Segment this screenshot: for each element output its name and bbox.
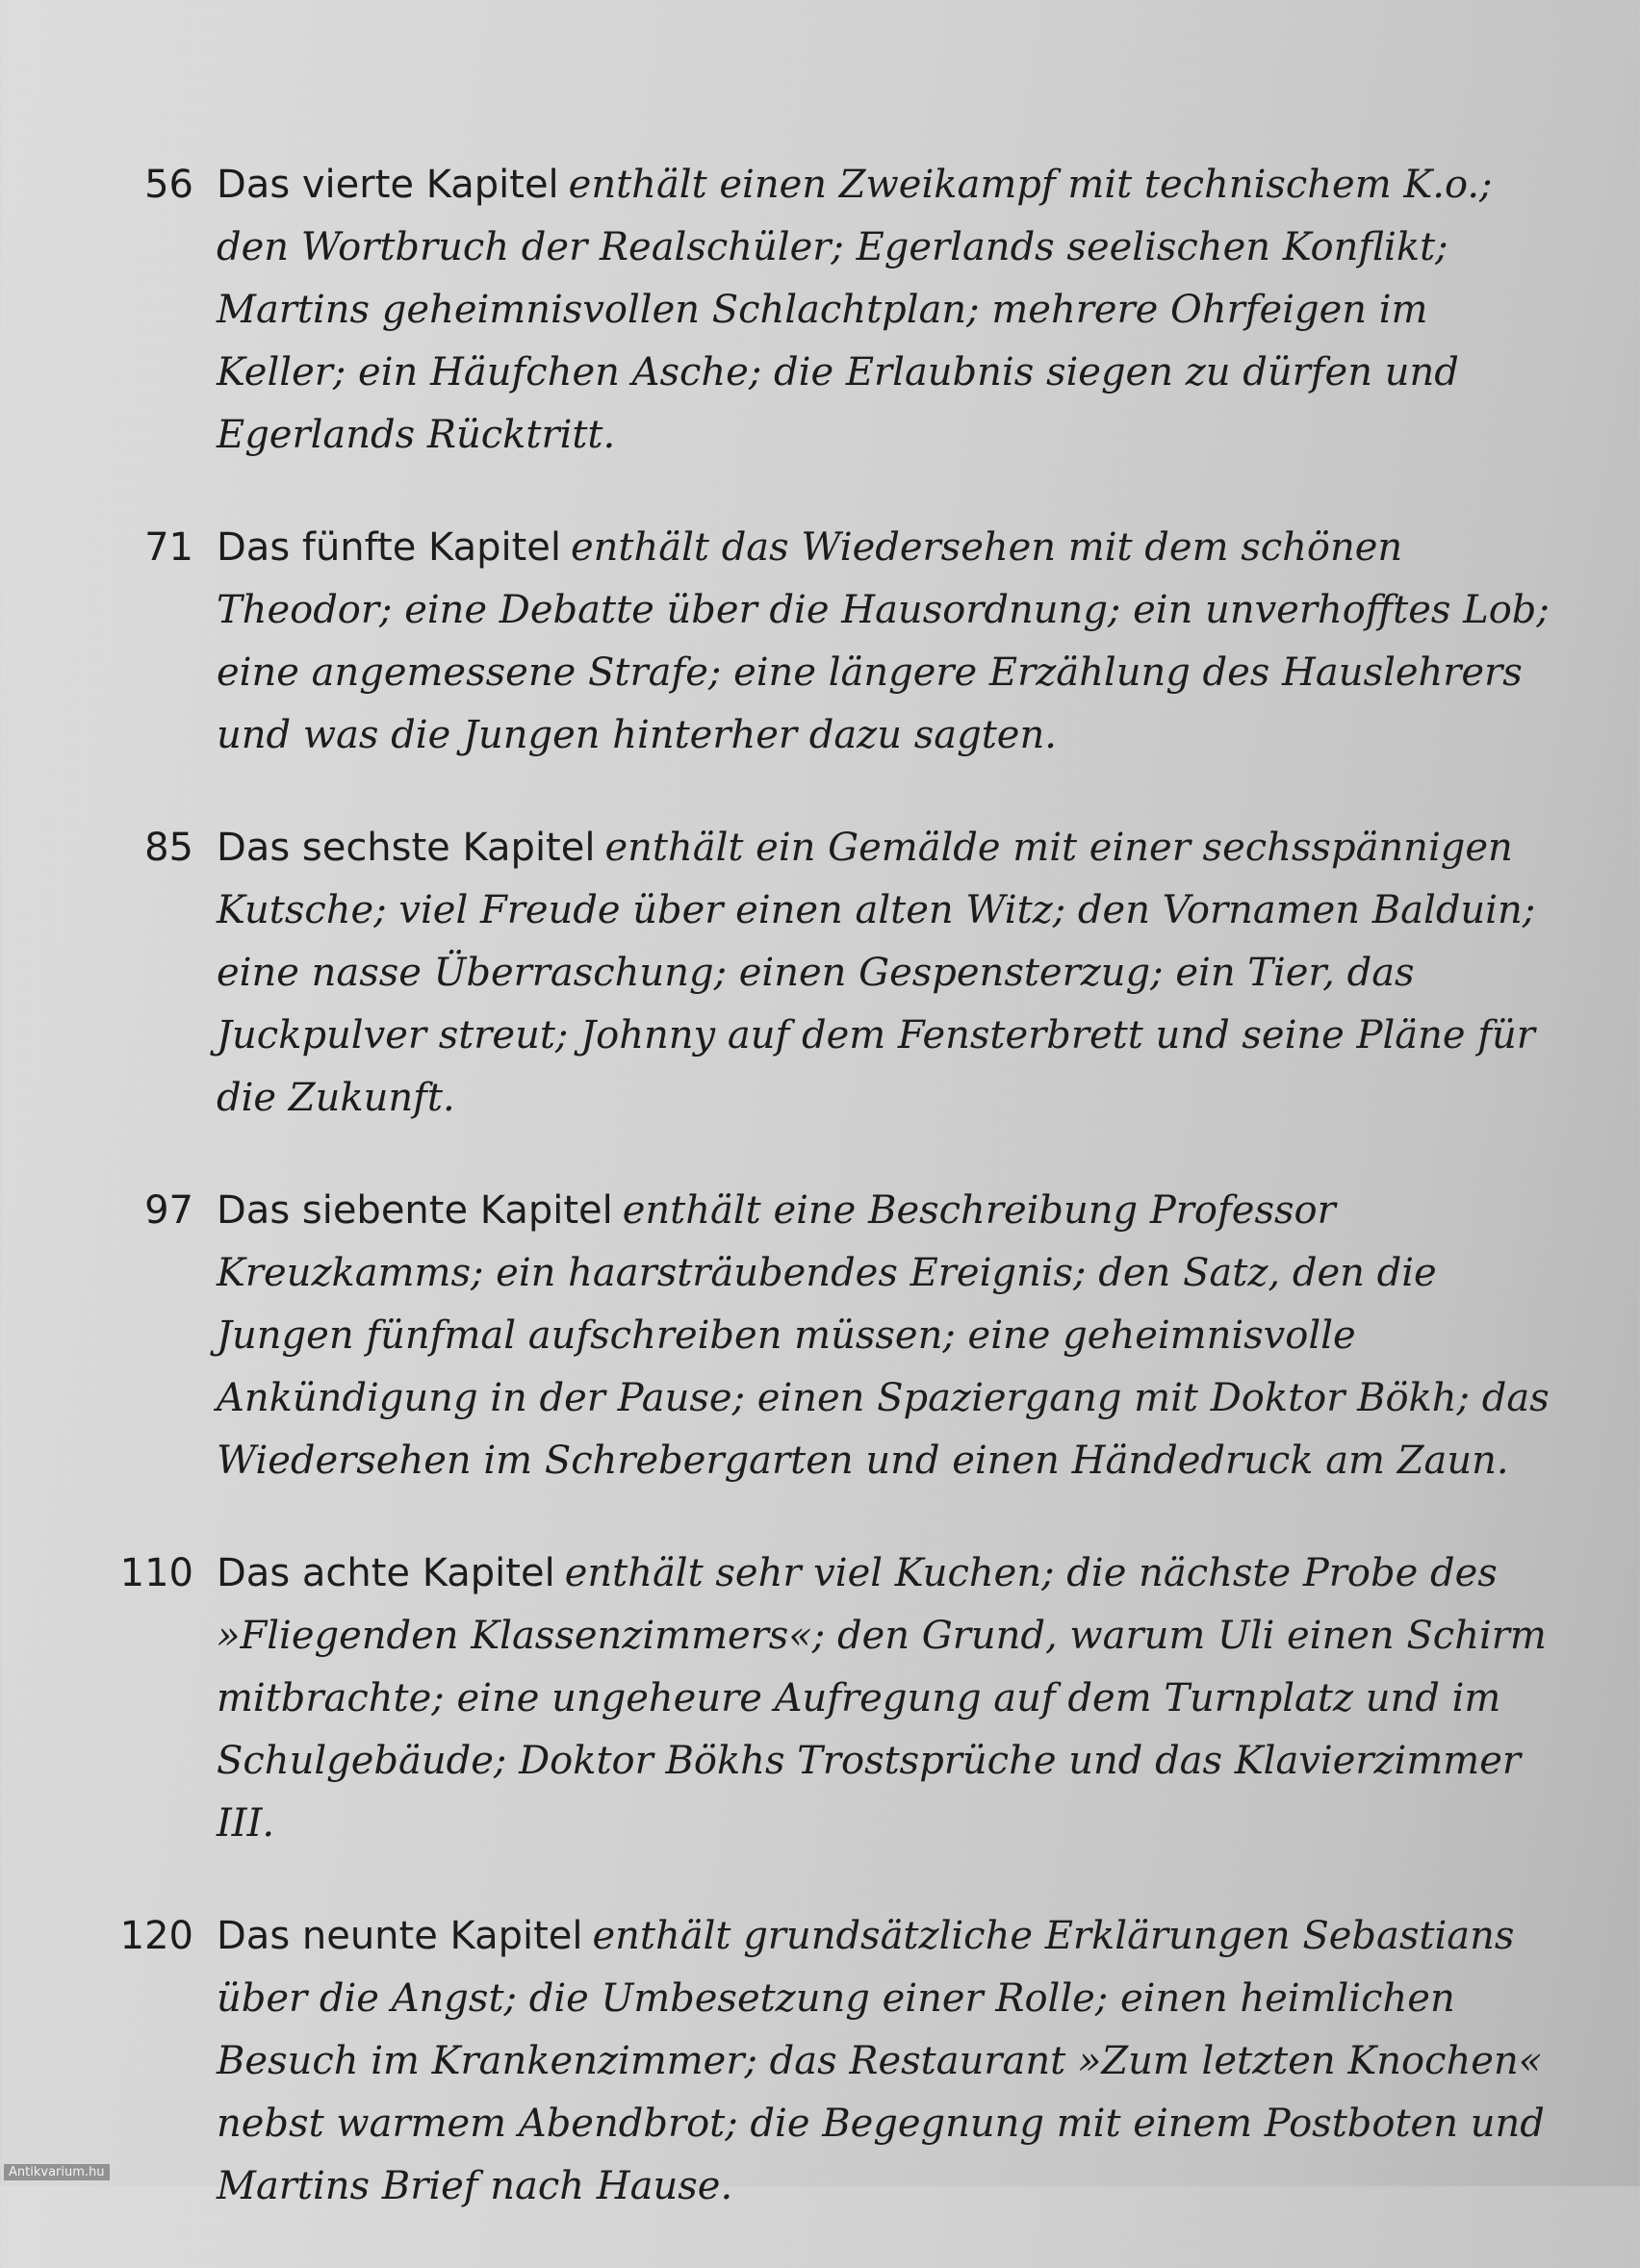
chapter-description: enthält eine Beschreibung Professor Kreuzkamms; ein haarsträubendes Ereignis; den Satz, den die Jungen fünfmal aufschreiben müssen; eine geheimnisvolle Ankündigung in der Pause; einen Spaziergang mit Doktor Bökh; das Wiedersehen im Schrebergarten und einen Händedruck am Zaun.	[217, 1188, 1550, 1483]
entry-text	[217, 154, 1564, 467]
chapter-title: Das neunte Kapitel	[217, 1914, 583, 1958]
chapter-description: enthält ein Gemälde mit einer sechsspännigen Kutsche; viel Freude über einen alten Witz; den Vornamen Balduin; eine nasse Überraschung; einen Gespensterzug; ein Tier, das Juckpulver streut; Johnny auf dem Fensterbrett und seine Pläne für die Zukunft.	[217, 826, 1536, 1120]
chapter-description: enthält grundsätzliche Erklärungen Sebastians über die Angst; die Umbesetzung einer Rolle; einen heimlichen Besuch im Krankenzimmer; das Restaurant »Zum letzten Knochen« nebst warmem Abendbrot; die Begegnung mit einem Postboten und Martins Brief nach Hause.	[217, 1914, 1545, 2208]
chapter-title: Das siebente Kapitel	[217, 1188, 613, 1233]
toc-entry	[101, 154, 1564, 467]
page-number: 110	[119, 1551, 193, 1595]
toc-entry	[101, 1905, 1564, 2218]
toc-entry	[101, 1542, 1564, 1855]
page-number: 120	[119, 1914, 193, 1958]
page-number: 97	[144, 1188, 193, 1233]
chapter-description: enthält einen Zweikampf mit technischem K.o.; den Wortbruch der Realschüler; Egerlands seelischen Konflikt; Martins geheimnisvollen Schlachtplan; mehrere Ohrfeigen im Keller; ein Häufchen Asche; die Erlaubnis siegen zu dürfen und Egerlands Rücktritt.	[217, 163, 1493, 457]
page-number: 71	[144, 525, 193, 570]
chapter-title: Das vierte Kapitel	[217, 163, 559, 207]
chapter-description: enthält das Wiedersehen mit dem schönen Theodor; eine Debatte über die Hausordnung; ein unverhofftes Lob; eine angemessene Strafe; eine längere Erzählung des Hauslehrers und was die Jungen hinterher dazu sagten.	[217, 525, 1550, 757]
entry-text	[217, 817, 1564, 1130]
page-number: 56	[144, 163, 193, 207]
entry-text	[217, 1180, 1564, 1492]
toc-entry	[101, 817, 1564, 1130]
watermark-label: Antikvarium.hu	[4, 2164, 110, 2180]
entry-text	[217, 1542, 1564, 1855]
chapter-title: Das achte Kapitel	[217, 1551, 555, 1595]
entry-text	[217, 517, 1564, 767]
chapter-title: Das fünfte Kapitel	[217, 525, 561, 570]
chapter-title: Das sechste Kapitel	[217, 826, 596, 870]
table-of-contents	[101, 154, 1564, 2268]
entry-text	[217, 1905, 1564, 2218]
toc-entry	[101, 517, 1564, 767]
page-number: 85	[144, 826, 193, 870]
toc-entry	[101, 1180, 1564, 1492]
chapter-description: enthält sehr viel Kuchen; die nächste Probe des »Fliegenden Klassenzimmers«; den Grund, warum Uli einen Schirm mitbrachte; eine ungeheure Aufregung auf dem Turnplatz und im Schulgebäude; Doktor Bökhs Trostsprüche und das Klavierzimmer III.	[217, 1551, 1547, 1846]
